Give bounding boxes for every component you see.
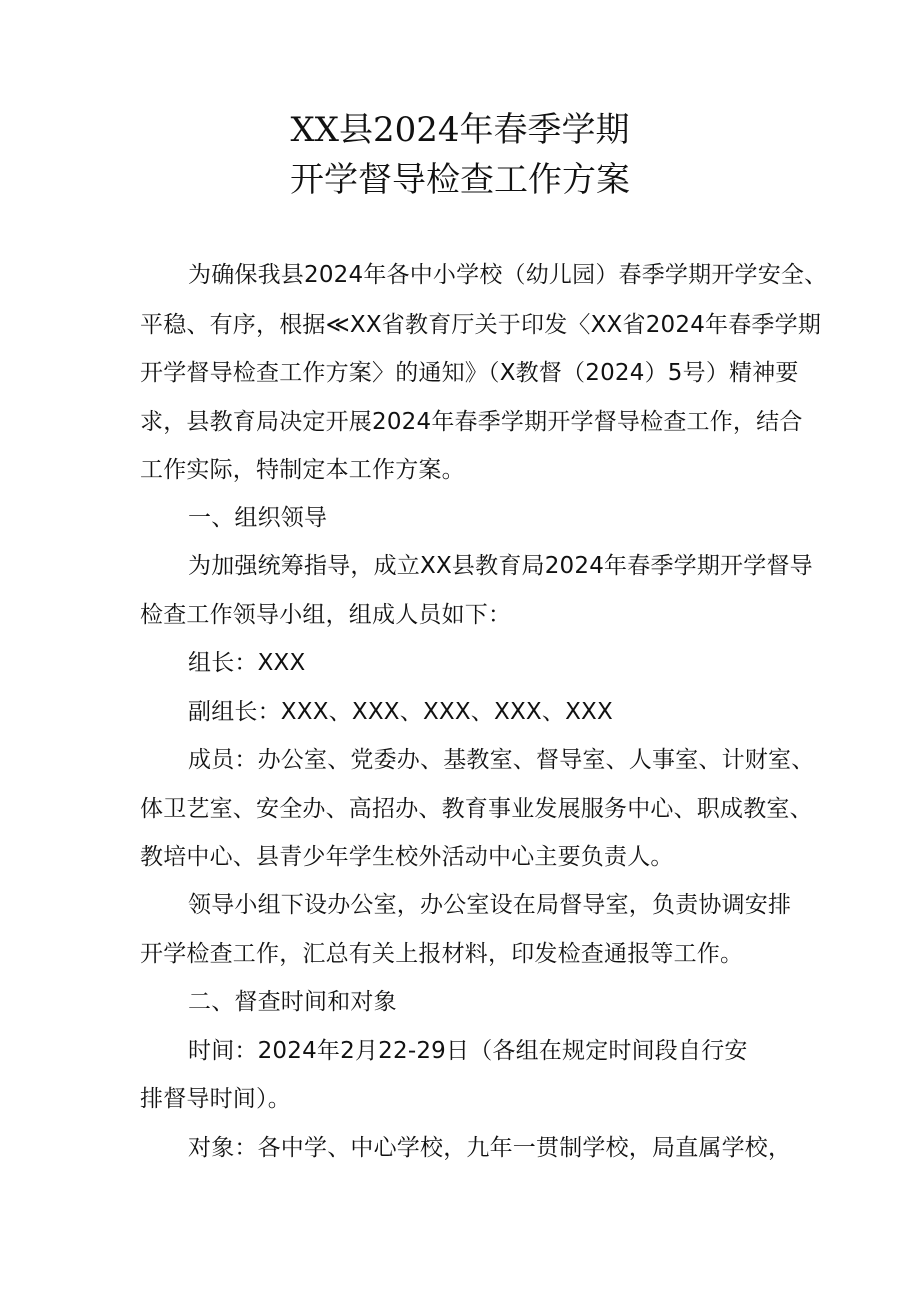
paragraph-line: 工作实际，特制定本工作方案。 [140, 457, 465, 483]
members-line: 教培中心、县青少年学生校外活动中心主要负责人。 [140, 844, 674, 870]
paragraph-line: 平稳、有序，根据≪XX省教育厅关于印发〈XX省2024年春季学期 [140, 312, 822, 338]
team-leader-line: 组长：XXX [188, 650, 306, 676]
section-heading: 二、督查时间和对象 [188, 989, 397, 1015]
members-line: 成员：办公室、党委办、基教室、督导室、人事室、计财室、 [188, 747, 815, 773]
section-heading: 一、组织领导 [188, 505, 328, 531]
deputy-leaders-line: 副组长：XXX、XXX、XXX、XXX、XXX [188, 699, 613, 725]
paragraph-line: 求，县教育局决定开展2024年春季学期开学督导检查工作，结合 [140, 409, 803, 435]
paragraph-line: 为加强统筹指导，成立XX县教育局2024年春季学期开学督导 [188, 553, 813, 579]
document-title-line-1: XX县2024年春季学期 [290, 110, 630, 150]
document-title-line-2: 开学督导检查工作方案 [290, 160, 630, 200]
paragraph-line: 领导小组下设办公室，办公室设在局督导室，负责协调安排 [188, 892, 792, 918]
target-line: 对象：各中学、中心学校，九年一贯制学校，局直属学校， [188, 1135, 792, 1161]
paragraph-line: 开学检查工作，汇总有关上报材料，印发检查通报等工作。 [140, 941, 744, 967]
paragraph-line: 开学督导检查工作方案〉的通知》（X教督（2024）5号）精神要 [140, 360, 799, 386]
paragraph-line: 检查工作领导小组，组成人员如下： [140, 602, 512, 628]
members-line: 体卫艺室、安全办、高招办、教育事业发展服务中心、职成教室、 [140, 796, 813, 822]
time-line: 排督导时间）。 [140, 1086, 291, 1112]
time-line: 时间：2024年2月22-29日（各组在规定时间段自行安 [188, 1038, 748, 1064]
paragraph-line: 为确保我县2024年各中小学校（幼儿园）春季学期开学安全、 [188, 262, 828, 288]
